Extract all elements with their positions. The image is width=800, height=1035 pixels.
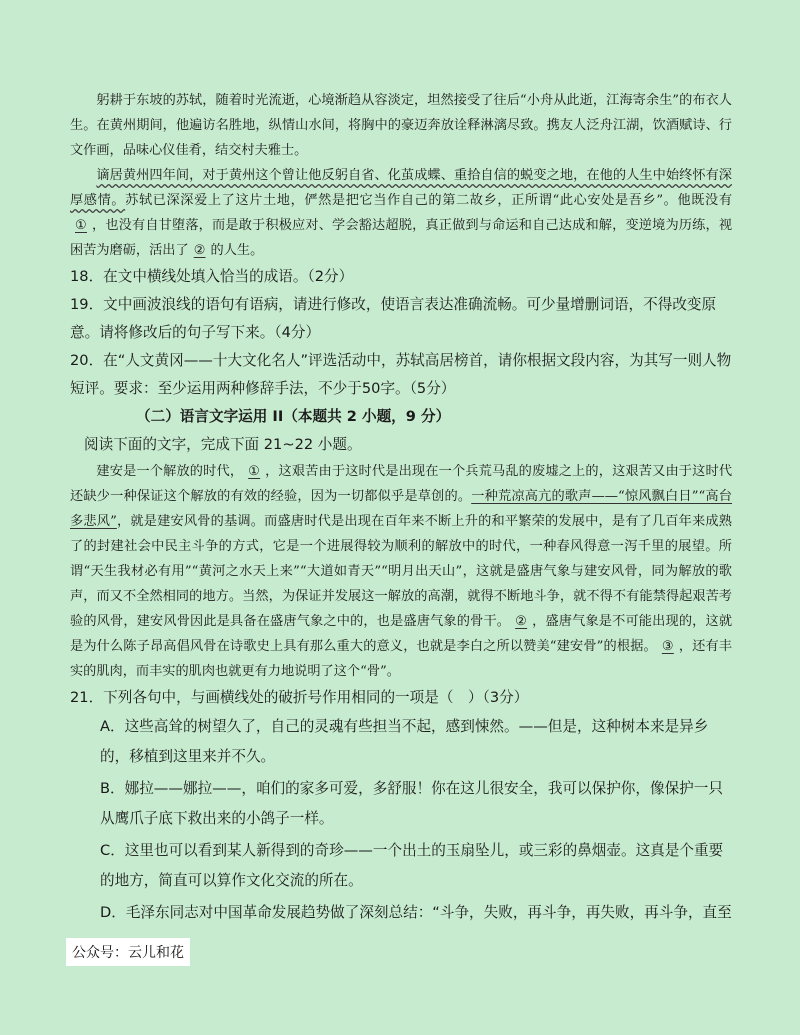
reading-instruction: 阅读下面的文字，完成下面 21~22 小题。 — [84, 436, 362, 453]
exam-page — [70, 88, 732, 930]
passage1-text-c: 的人生。 — [210, 243, 264, 258]
passage2-blank-3: ③ — [661, 639, 674, 654]
option-a: A．这些高耸的树望久了，自己的灵魂有些担当不起，感到悚然。——但是，这种树本来是异乡的，移植到这里来并不久。 — [100, 718, 709, 765]
option-c: C．这里也可以看到某人新得到的奇珍——一个出土的玉扇坠儿，或三彩的鼻烟壶。这真是个重要的地方，简直可以算作文化交流的所在。 — [100, 842, 724, 889]
passage1-text-b: ，也没有自甘堕落，而是敢于积极应对、学会豁达超脱，真正做到与命运和自己达成和解，变逆境为历练，视困苦为磨砺，活出了 — [70, 218, 733, 258]
passage2-blank-2: ② — [515, 614, 528, 629]
passage2-text-d: ，盛唐气象是不可能出现的，这就是为什么陈子昂高倡风骨在诗歌史上具有那么重大的意义，也就是李白之所以赞美“建安骨”的根据。 — [70, 614, 733, 654]
passage2-paragraph — [70, 459, 732, 684]
passage1-paragraph1: 躬耕于东坡的苏轼，随着时光流逝，心境渐趋从容淡定，坦然接受了往后“小舟从此逝，江海寄余生”的布衣人生。在黄州期间，他遍访名胜地，纵情山水间，将胸中的豪迈奔放诠释淋漓尽致。携友人泛舟江湖，饮酒赋诗、行文作画，品味心仪佳肴，结交村夫雅士。 — [70, 93, 732, 158]
passage1-text-a: 苏轼已深深爱上了这片土地，俨然是把它当作自己的第二故乡，正所谓“此心安处是吾乡”。他既没有 — [125, 193, 733, 208]
blank-1: ① — [75, 218, 87, 233]
passage2-text-a: 建安是一个解放的时代， — [96, 464, 244, 479]
option-b: B．娜拉——娜拉——，咱们的家多可爱，多舒服！你在这儿很安全，我可以保护你，像保护一只从鹰爪子底下救出来的小鸽子一样。 — [100, 780, 723, 827]
passage2-text-c: ，就是建安风骨的基调。而盛唐时代是出现在百年来不断上升的和平繁荣的发展中，是有了几百年来成熟了的封建社会中民主斗争的方式，它是一个进展得较为顺利的解放中的时代，一种春风得意一泻千里的展望。所谓“天生我材必有用”“黄河之水天上来”“大道如青天”“明月出天山”，这就是盛唐气象与建安风骨，同为解放的歌声，而又不全然相同的地方。当然，为保证并发展这一解放的高潮，就得不断地斗争，就不得不有能禁得起艰苦考验的风骨，建安风骨因此是具备在盛唐气象之中的，也是盛唐气象的骨干。 — [70, 514, 732, 629]
footer-watermark: 公众号：云儿和花 — [66, 938, 190, 966]
passage1-paragraph2 — [70, 163, 732, 263]
passage2-text-b: ，这艰苦由于这时代是出现在一个兵荒马乱的废墟之上的，这艰苦又由于这时代还缺少一种保证这个解放的有效的经验，因为一切都似乎是草创的。 — [70, 464, 733, 504]
option-d: D．毛泽东同志对中国革命发展趋势做了深刻总结：“斗争，失败，再斗争，再失败，再斗争，直至 — [100, 904, 732, 921]
section-heading: （二）语言文字运用 II（本题共 2 小题，9 分） — [136, 408, 451, 425]
passage2-blank-1: ① — [248, 464, 261, 479]
blank-2: ② — [193, 243, 206, 258]
passage2-text-e: ，还有丰实的肌肉，而丰实的肌肉也就更有力地说明了这个“骨”。 — [70, 639, 732, 679]
question-19: 19．文中画波浪线的语句有语病，请进行修改，使语言表达准确流畅。可少量增删词语，不得改变原意。请将修改后的句子写下来。（4分） — [70, 296, 717, 341]
question-18: 18．在文中横线处填入恰当的成语。（2分） — [70, 268, 354, 285]
question-20: 20．在“人文黄冈——十大文化名人”评选活动中，苏轼高居榜首，请你根据文段内容，为其写一则人物短评。要求：至少运用两种修辞手法，不少于50字。（5分） — [70, 352, 732, 397]
wavy-underlined-sentence: 谪居黄州四年间，对于黄州这个曾让他反躬自省、化茧成蝶、重拾自信的蜕变之地，在他的人生中始终怀有深厚感情。 — [70, 168, 732, 208]
underlined-sentence: 一种荒凉高亢的歌声——“惊风飘白日”“高台多悲风” — [70, 489, 732, 529]
question-21: 21．下列各句中，与画横线处的破折号作用相同的一项是（ ）（3分） — [70, 689, 529, 706]
